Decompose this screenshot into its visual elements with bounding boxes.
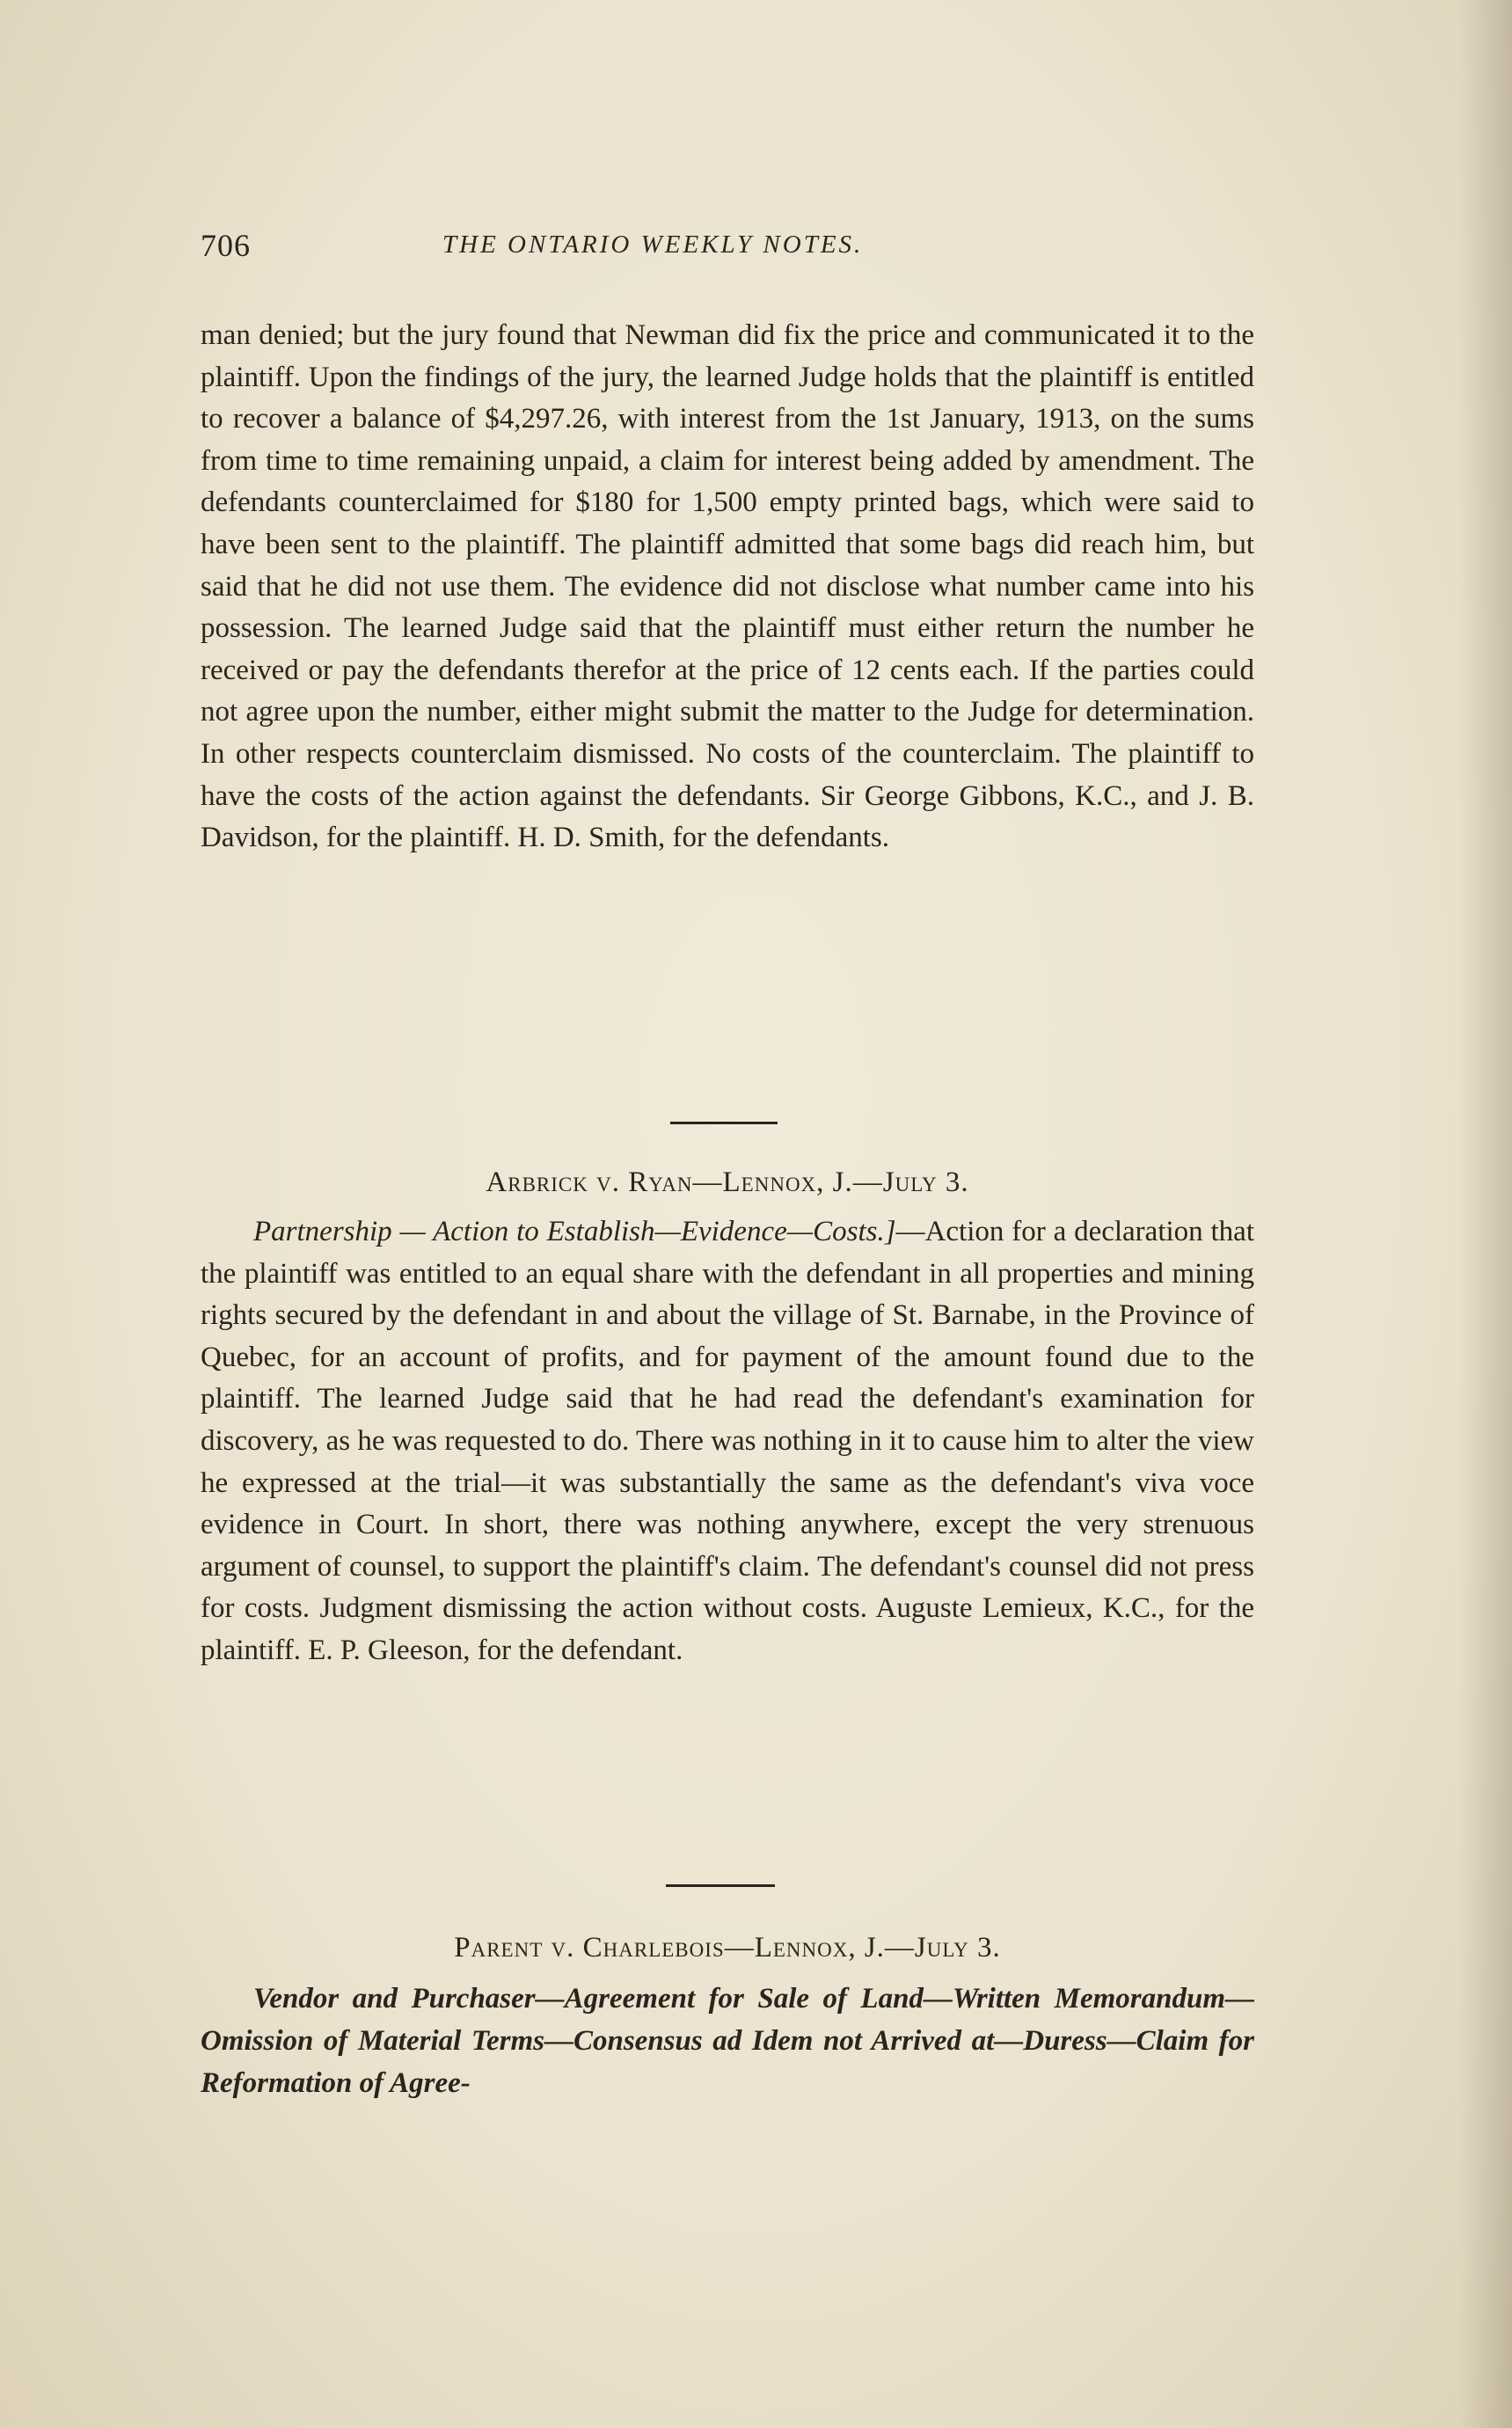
section-divider [666, 1884, 775, 1887]
running-head: THE ONTARIO WEEKLY NOTES. [442, 230, 864, 259]
page-header [201, 227, 1256, 280]
case-text-parent-v-charlebois [201, 1978, 1254, 2104]
catchwords: Vendor and Purchaser—Agreement for Sale of Land—Written Memorandum—Omission of Material Terms—Consensus ad Idem not Arrived at—Duress—Claim for Reformation of Agree- [201, 1983, 1254, 2099]
case-heading-arbrick-v-ryan: Arbrick v. Ryan—Lennox, J.—July 3. [486, 1166, 969, 1198]
case-text-arbrick-v-ryan [201, 1211, 1254, 1672]
catchwords: Partnership — Action to Establish—Evidence—Costs.] [253, 1216, 896, 1247]
page-number: 706 [201, 228, 251, 263]
paragraph-continuation: man denied; but the jury found that Newman did fix the price and communicated it to the plaintiff. Upon the findings of the jury, the learned Judge holds that the plaintiff is entitled to recover a balance of $4,297.26, with interest from the 1st January, 1913, on the sums from time to time remaining unpaid, a claim for interest being added by amendment. The defendants counterclaimed for $180 for 1,500 empty printed bags, which were said to have been sent to the plaintiff. The plaintiff admitted that some bags did reach him, but said that he did not use them. The evidence did not disclose what number came into his possession. The learned Judge said that the plaintiff must either return the number he received or pay the defendants therefor at the price of 12 cents each. If the parties could not agree upon the number, either might submit the matter to the Judge for determination. In other respects counterclaim dismissed. No costs of the counterclaim. The plaintiff to have the costs of the action against the defendants. Sir George Gibbons, K.C., and J. B. Davidson, for the plaintiff. H. D. Smith, for the defendants. [201, 319, 1254, 854]
case-heading-parent-v-charlebois: Parent v. Charlebois—Lennox, J.—July 3. [454, 1932, 1001, 1964]
case-body: —Action for a declaration that the plaintiff was entitled to an equal share with the defendant in all properties and mining rights secured by the defendant in and about the village of St. Barnabe, in the Province of Quebec, for an account of profits, and for payment of the amount found due to the plaintiff. The learned Judge said that he had read the defendant's examination for discovery, as he was requested to do. There was nothing in it to cause him to alter the view he expressed at the trial—it was substantially the same as the defendant's viva voce evidence in Court. In short, there was nothing anywhere, except the very strenuous argument of counsel, to support the plaintiff's claim. The defendant's counsel did not press for costs. Judgment dismissing the action without costs. Auguste Lemieux, K.C., for the plaintiff. E. P. Gleeson, for the defendant. [201, 1216, 1254, 1666]
section-divider [670, 1122, 778, 1124]
page-edge-shadow [1459, 0, 1512, 2428]
